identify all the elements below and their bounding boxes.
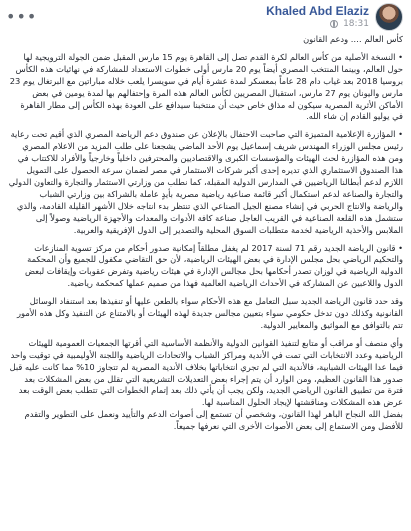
post-text — [0, 34, 411, 433]
globe-icon — [330, 20, 338, 28]
post-options — [6, 9, 37, 25]
post-paragraph-title: كأس العالم …. ودعم القانون — [303, 34, 403, 44]
post-paragraph-2: • المؤازرة الإعلامية المتميزة التي صاحبت الاحتفال بالإعلان عن صندوق دعم الرياضة المصري الذي أقيم تحت رعاية رئيس مجلس الوزراء المهندس شريف إسماعيل يوم الأحد الماضي يشجعنا على طلب المزيد من الاعلام المصري ومن هذه المؤازرة لحث الهيئات والمؤسسات الكبرى والاقتصاديين والمحترفين داخلياً وخارجياً والأفراد للاكتتاب في هذا الصندوق الاستثماري الذي تديره إحدى أكبر شركات الاستثمار في مصر لضمان سرعة الحصول على التمويل اللازم لدعم أبطالنا الرياضيين في المدارس الدولية المقبلة، كما نطلب من وزارتي الاستثمار والتجارة والتعاون الدولي والتجارة والصناعة لدعم استكمال أكبر قائمة صناعية رياضية مصرية بأيدٍ عاملة بالشراكة بين وزارتي الشباب والرياضة والانتاج الحربي في إنشاء مصنع الجيل الصناعي الذي تنتظر بدء انتاجه خلال الأشهر القليلة القادمة، والذي ستشمل هذه القلعة الصناعية في القريب العاجل صناعة كافة الأدوات والمعدات والأجهزة الرياضية وصولاً إلى الملابس والأحذية الرياضية لخدمة متطلبات السوق المحلية والتصدير إلى الدول الإفريقية والعربية. — [8, 129, 403, 235]
post-subline — [266, 19, 369, 29]
post-paragraph-5: وأي منصف أو مراقب أو متابع لتنفيذ القوانين الدولية والأنظمة الأساسية التي أقرتها الجمعيات العمومية للهيئات الرياضية وعدد الانتخابات التي تمت في الأندية ومراكز الشباب والاتحادات الرياضية واللجنة الأوليمبية في توقيت واحد فيما عدا الهيئات الشبابية، فالأندية التي لم تجري انتخاباتها بخلاف الأندية المصرية لم تتجاوز 10% مما كانت عليه قبل صدور هذا القانون العظيم، ومن الوارد أن يتم إجراء بعض التعديلات التشريعية التي تقلل من بعض المشكلات بعد فترة من تطبيق القانون الرياضي الجديد، ولكن يجب أن يأتي ذلك بعد إتمام الخطوات التي تتطلب بعض الوقت بعد عرض هذه المشكلات ومناقشتها لإيجاد الحلول المناسبة لها. — [9, 337, 403, 408]
avatar[interactable] — [375, 3, 403, 31]
post-paragraph-1: • النسخة الأصلية من كأس العالم لكرة القدم تصل إلى القاهرة يوم 15 مارس المقبل ضمن الجولة الترويجية لها حول العالم، وبينما المنتخب المصري أيضاً يوم 20 مارس أولى خطوات الاستعداد للمشاركة في نهائيات هذه الكأس بروسيا 2018 بعد غياب دام 28 عاماً بمعسكر لمدة عشرة أيام في سويسرا يلعب خلاله مباراتين مع البرتغال يوم 23 مارس واليونان يوم 27 مارس، استقبال المصريين لكأس العالم هذه المرة وإحتفالهم بها لمدة يومين في بعض الأماكن الأثرية المصرية سيكون له مذاق خاص حيث أن منتخبنا سيدافع على العودة بهذه الكأس إلى مطار القاهرة في يوليو القادم إن شاء الله. — [9, 51, 403, 122]
author-name[interactable]: Khaled Abd Elaziz — [266, 3, 369, 18]
post-paragraph-3: • قانون الرياضة الجديد رقم 71 لسنة 2017 لم يغفل مطلقاً إمكانية صدور أحكام من مركز تسوية المنازعات والتحكيم الرياضي بحل مجلس الإدارة في بعض الهيئات الرياضية، لأن حق التقاضي مكفول للجميع وأن المحكمة الدولية الرياضية في لوزان تصدر أحكامها بحل مجالس الإدارة في هيئات رياضية وتفرض عقوبات وإيقافات لبعض الدول واللاعبين عن المشاركة في الأحداث الرياضية العالمية فهذا من صميم عملها كمحكمة رياضية. — [24, 242, 403, 289]
more-options-icon[interactable]: ••• — [6, 7, 38, 26]
post-time[interactable]: 18:31 — [343, 18, 369, 29]
post-paragraph-4: وقد حدد قانون الرياضة الجديد سبل التعامل مع هذه الأحكام سواء بالطعن عليها أو تنفيذها بعد استنفاد الوسائل القانونية وكذلك دون تدخل حكومي سواء بتعيين مجالس جديدة لهذه الهيئات أو بالامتناع عن التنفيذ وكل هذه الأمور تتم بالتوافق مع المواثيق والمعايير الدولية. — [17, 296, 403, 330]
post-author-block — [266, 3, 403, 31]
post-meta — [266, 5, 369, 29]
post-header — [0, 0, 411, 34]
post-paragraph-6: بفضل الله النجاح الباهر لهذا القانون، وشخصي أن تستمع إلى أصوات الدعم والتأييد ونعمل على التطوير والتقدم للأفضل ومن الاستماع إلى بعض الأصوات الأخرى التي نعرفها جميعاً. — [24, 409, 403, 432]
